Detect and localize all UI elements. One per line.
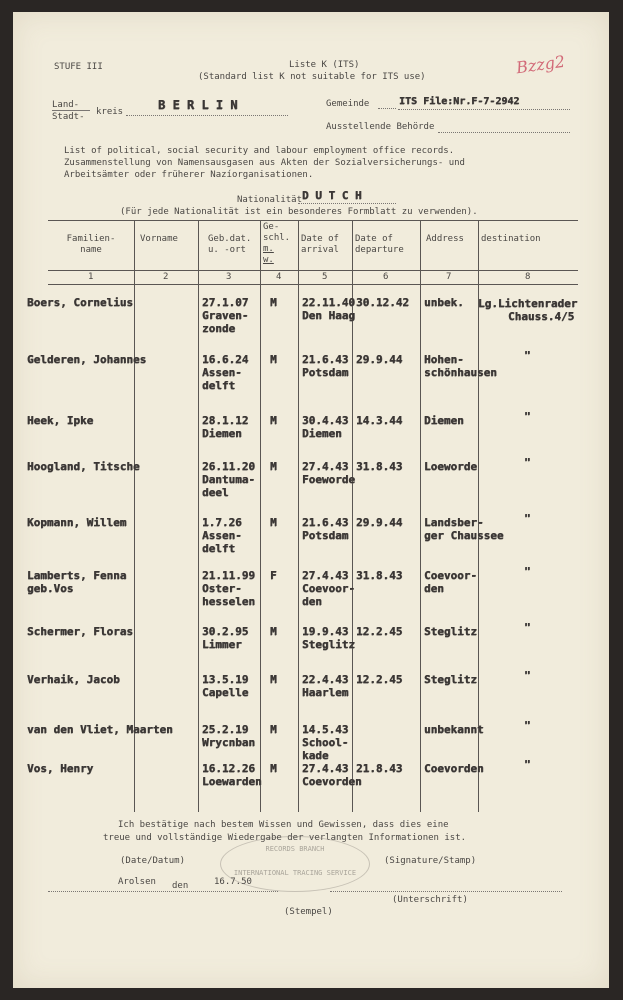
column-header bbox=[426, 234, 478, 245]
column-rule bbox=[198, 220, 199, 812]
confirmation-line-2: treue und vollständige Wiedergabe der verlangten Informationen ist. bbox=[103, 833, 467, 843]
date-dotted-line bbox=[48, 891, 278, 892]
column-header bbox=[208, 234, 260, 256]
cell-address: Coevoor- bbox=[424, 569, 477, 582]
cell-departure: 30.12.42 bbox=[356, 296, 409, 309]
cell-sex: M bbox=[270, 723, 277, 736]
cell-birth: Assen- bbox=[202, 529, 242, 542]
cell-sex: M bbox=[270, 296, 277, 309]
confirmation-line-1: Ich bestätige nach bestem Wissen und Gewissen, dass dies eine bbox=[118, 820, 449, 830]
stempel-label: (Stempel) bbox=[284, 907, 333, 917]
cell-birth: 16.6.24 bbox=[202, 353, 249, 366]
column-header bbox=[355, 234, 420, 256]
cell-birth: 25.2.19 bbox=[202, 723, 249, 736]
cell-arrival: Haarlem bbox=[302, 686, 349, 699]
cell-birth: Limmer bbox=[202, 638, 242, 651]
cell-birth: zonde bbox=[202, 322, 236, 335]
column-rule bbox=[298, 220, 299, 812]
column-header-line: Familien- bbox=[66, 234, 116, 244]
column-number: 2 bbox=[163, 272, 169, 282]
column-number: 1 bbox=[88, 272, 94, 282]
date-value: 16.7.50 bbox=[214, 877, 252, 887]
column-header-line: Date of bbox=[301, 234, 339, 244]
cell-address: schönhausen bbox=[424, 366, 497, 379]
cell-destination: " bbox=[524, 512, 531, 525]
column-number: 4 bbox=[276, 272, 282, 282]
cell-sex: M bbox=[270, 414, 277, 427]
column-rule bbox=[260, 220, 261, 812]
cell-name: Boers, Cornelius bbox=[27, 296, 133, 309]
cell-address: Loeworde bbox=[424, 460, 477, 473]
cell-birth: 21.11.99 bbox=[202, 569, 255, 582]
cell-birth: Dantuma- bbox=[202, 473, 255, 486]
cell-birth: Assen- bbox=[202, 366, 242, 379]
cell-arrival: 21.6.43 bbox=[302, 516, 349, 529]
cell-name: Schermer, Floras bbox=[27, 625, 133, 638]
cell-arrival: kade bbox=[302, 749, 329, 762]
cell-arrival: Den Haag bbox=[302, 309, 355, 322]
column-header-line: Address bbox=[426, 234, 464, 244]
cell-sex: M bbox=[270, 673, 277, 686]
cell-destination: " bbox=[524, 669, 531, 682]
column-header-line: Ge- bbox=[263, 222, 280, 232]
column-header-line: departure bbox=[355, 245, 404, 255]
cell-arrival: 19.9.43 bbox=[302, 625, 349, 638]
stamp-top-text: RECORDS BRANCH bbox=[265, 845, 325, 853]
stadt-label: Stadt- bbox=[52, 112, 85, 122]
liste-subtitle: (Standard list K not suitable for ITS use) bbox=[198, 72, 426, 82]
column-header bbox=[481, 234, 578, 245]
cell-name: Verhaik, Jacob bbox=[27, 673, 120, 686]
cell-name-line-2: geb.Vos bbox=[27, 582, 74, 595]
cell-arrival: Diemen bbox=[302, 427, 342, 440]
column-header-line: schl. bbox=[263, 233, 291, 243]
cell-birth: Loewarden bbox=[202, 775, 262, 788]
cell-birth: Graven- bbox=[202, 309, 249, 322]
cell-birth: Capelle bbox=[202, 686, 249, 699]
cell-name: Heek, Ipke bbox=[27, 414, 94, 427]
kreis-dotted-line bbox=[126, 115, 288, 116]
numbers-bottom-rule bbox=[48, 284, 578, 285]
nationality-note: (Für jede Nationalität ist ein besonderes Formblatt zu verwenden). bbox=[120, 207, 478, 217]
cell-arrival: Potsdam bbox=[302, 366, 349, 379]
cell-address: Hohen- bbox=[424, 353, 464, 366]
cell-name: Gelderen, Johannes bbox=[27, 353, 147, 366]
cell-arrival: den bbox=[302, 595, 322, 608]
cell-sex: M bbox=[270, 625, 277, 638]
column-number: 3 bbox=[226, 272, 232, 282]
cell-birth: delft bbox=[202, 379, 236, 392]
cell-arrival: Steglitz bbox=[302, 638, 355, 651]
unterschrift-label: (Unterschrift) bbox=[392, 895, 468, 905]
column-header-line: u. -ort bbox=[208, 245, 246, 255]
cell-departure: 31.8.43 bbox=[356, 569, 403, 582]
cell-birth: Diemen bbox=[202, 427, 242, 440]
cell-sex: F bbox=[270, 569, 277, 582]
table-top-rule bbox=[48, 220, 578, 221]
cell-arrival: Potsdam bbox=[302, 529, 349, 542]
gemeinde-label: Gemeinde bbox=[326, 99, 370, 109]
liste-title: Liste K (ITS) bbox=[289, 60, 360, 70]
place-value: Arolsen bbox=[118, 877, 156, 887]
gemeinde-value: ITS File:Nr.F-7-2942 bbox=[399, 96, 520, 107]
cell-arrival: 22.11.40 bbox=[302, 296, 355, 309]
cell-arrival: 30.4.43 bbox=[302, 414, 349, 427]
cell-arrival: 14.5.43 bbox=[302, 723, 349, 736]
cell-destination: " bbox=[524, 456, 531, 469]
cell-birth: 30.2.95 bbox=[202, 625, 249, 638]
behoerde-dotted-line bbox=[438, 132, 570, 133]
column-header-line: Geb.dat. bbox=[208, 234, 252, 244]
cell-sex: M bbox=[270, 516, 277, 529]
cell-departure: 31.8.43 bbox=[356, 460, 403, 473]
column-number: 7 bbox=[446, 272, 452, 282]
cell-address: unbek. bbox=[424, 296, 464, 309]
header-bottom-rule bbox=[48, 270, 578, 271]
column-header-line: m. bbox=[263, 244, 274, 254]
kreis-value: B E R L I N bbox=[158, 98, 238, 112]
cell-address: Diemen bbox=[424, 414, 464, 427]
cell-birth: deel bbox=[202, 486, 229, 499]
cell-arrival: School- bbox=[302, 736, 349, 749]
nationality-label: Nationalität bbox=[237, 195, 303, 205]
cell-destination: Chauss.4/5 bbox=[508, 310, 575, 323]
cell-address: Steglitz bbox=[424, 625, 477, 638]
cell-destination: " bbox=[524, 719, 531, 732]
cell-address: Landsber- bbox=[424, 516, 484, 529]
cell-birth: 1.7.26 bbox=[202, 516, 242, 529]
cell-arrival: 27.4.43 bbox=[302, 569, 349, 582]
behoerde-label: Ausstellende Behörde bbox=[326, 122, 435, 132]
cell-birth: hesselen bbox=[202, 595, 255, 608]
cell-arrival: 21.6.43 bbox=[302, 353, 349, 366]
column-header bbox=[140, 234, 198, 245]
cell-destination: " bbox=[524, 758, 531, 771]
column-header-line: w. bbox=[263, 255, 274, 265]
column-header-line: destination bbox=[481, 234, 541, 244]
description-line-2: Zusammenstellung von Namensausgasen aus Akten der Sozialversicherungs- und bbox=[64, 158, 465, 168]
cell-departure: 29.9.44 bbox=[356, 353, 403, 366]
cell-arrival: 27.4.43 bbox=[302, 460, 349, 473]
kreis-label: kreis bbox=[96, 107, 124, 117]
cell-address: Steglitz bbox=[424, 673, 477, 686]
column-header-line: name bbox=[80, 245, 102, 255]
description-line-1: List of political, social security and labour employment office records. bbox=[64, 146, 455, 156]
column-number: 8 bbox=[525, 272, 531, 282]
cell-birth: delft bbox=[202, 542, 236, 555]
column-header-line: Date of bbox=[355, 234, 393, 244]
column-number: 5 bbox=[322, 272, 328, 282]
stamp-bottom-text: INTERNATIONAL TRACING SERVICE bbox=[233, 869, 357, 877]
cell-address: unbekannt bbox=[424, 723, 484, 736]
column-header-line: Vorname bbox=[140, 234, 178, 244]
cell-name: Kopmann, Willem bbox=[27, 516, 127, 529]
signature-label: (Signature/Stamp) bbox=[384, 856, 477, 866]
column-number: 6 bbox=[383, 272, 389, 282]
column-rule bbox=[420, 220, 421, 812]
cell-destination: Lg.Lichtenrader bbox=[478, 297, 578, 310]
cell-arrival: 27.4.43 bbox=[302, 762, 349, 775]
signature-dotted-line bbox=[330, 891, 562, 892]
land-stadt-divider bbox=[52, 110, 90, 111]
cell-departure: 29.9.44 bbox=[356, 516, 403, 529]
cell-sex: M bbox=[270, 762, 277, 775]
nationality-dotted-line bbox=[298, 203, 396, 204]
date-label: (Date/Datum) bbox=[120, 856, 186, 866]
cell-departure: 12.2.45 bbox=[356, 673, 403, 686]
land-label: Land- bbox=[52, 100, 80, 110]
cell-birth: 26.11.20 bbox=[202, 460, 255, 473]
column-header bbox=[263, 222, 298, 266]
cell-birth: Wrycnban bbox=[202, 736, 255, 749]
cell-departure: 12.2.45 bbox=[356, 625, 403, 638]
cell-address: Coevorden bbox=[424, 762, 484, 775]
cell-sex: M bbox=[270, 460, 277, 473]
cell-arrival: Foeworde bbox=[302, 473, 355, 486]
cell-birth: 28.1.12 bbox=[202, 414, 249, 427]
column-header-line: arrival bbox=[301, 245, 339, 255]
cell-birth: 13.5.19 bbox=[202, 673, 249, 686]
handwritten-mark: Bzzg2 bbox=[514, 51, 567, 78]
cell-arrival: Coevoor- bbox=[302, 582, 355, 595]
cell-departure: 14.3.44 bbox=[356, 414, 403, 427]
cell-name: van den Vliet, Maarten bbox=[27, 723, 173, 736]
cell-arrival: 22.4.43 bbox=[302, 673, 349, 686]
cell-address: den bbox=[424, 582, 444, 595]
stufe-label: STUFE III bbox=[54, 62, 103, 72]
cell-destination: " bbox=[524, 349, 531, 362]
cell-birth: 16.12.26 bbox=[202, 762, 255, 775]
cell-arrival: Coevorden bbox=[302, 775, 362, 788]
cell-destination: " bbox=[524, 565, 531, 578]
column-header bbox=[301, 234, 352, 256]
cell-destination: " bbox=[524, 621, 531, 634]
den-label: den bbox=[172, 881, 189, 891]
cell-name: Vos, Henry bbox=[27, 762, 94, 775]
gemeinde-dotted-line bbox=[398, 109, 570, 110]
cell-name: Lamberts, Fenna bbox=[27, 569, 127, 582]
cell-name: Hoogland, Titsche bbox=[27, 460, 140, 473]
nationality-value: D U T C H bbox=[302, 189, 362, 202]
cell-birth: 27.1.07 bbox=[202, 296, 249, 309]
cell-address: ger Chaussee bbox=[424, 529, 504, 542]
cell-departure: 21.8.43 bbox=[356, 762, 403, 775]
column-header bbox=[56, 234, 126, 256]
cell-destination: " bbox=[524, 410, 531, 423]
gemeinde-leader bbox=[378, 108, 396, 109]
cell-birth: Oster- bbox=[202, 582, 242, 595]
cell-sex: M bbox=[270, 353, 277, 366]
description-line-3: Arbeitsämter oder früherer Nazíorganisationen. bbox=[64, 170, 314, 180]
